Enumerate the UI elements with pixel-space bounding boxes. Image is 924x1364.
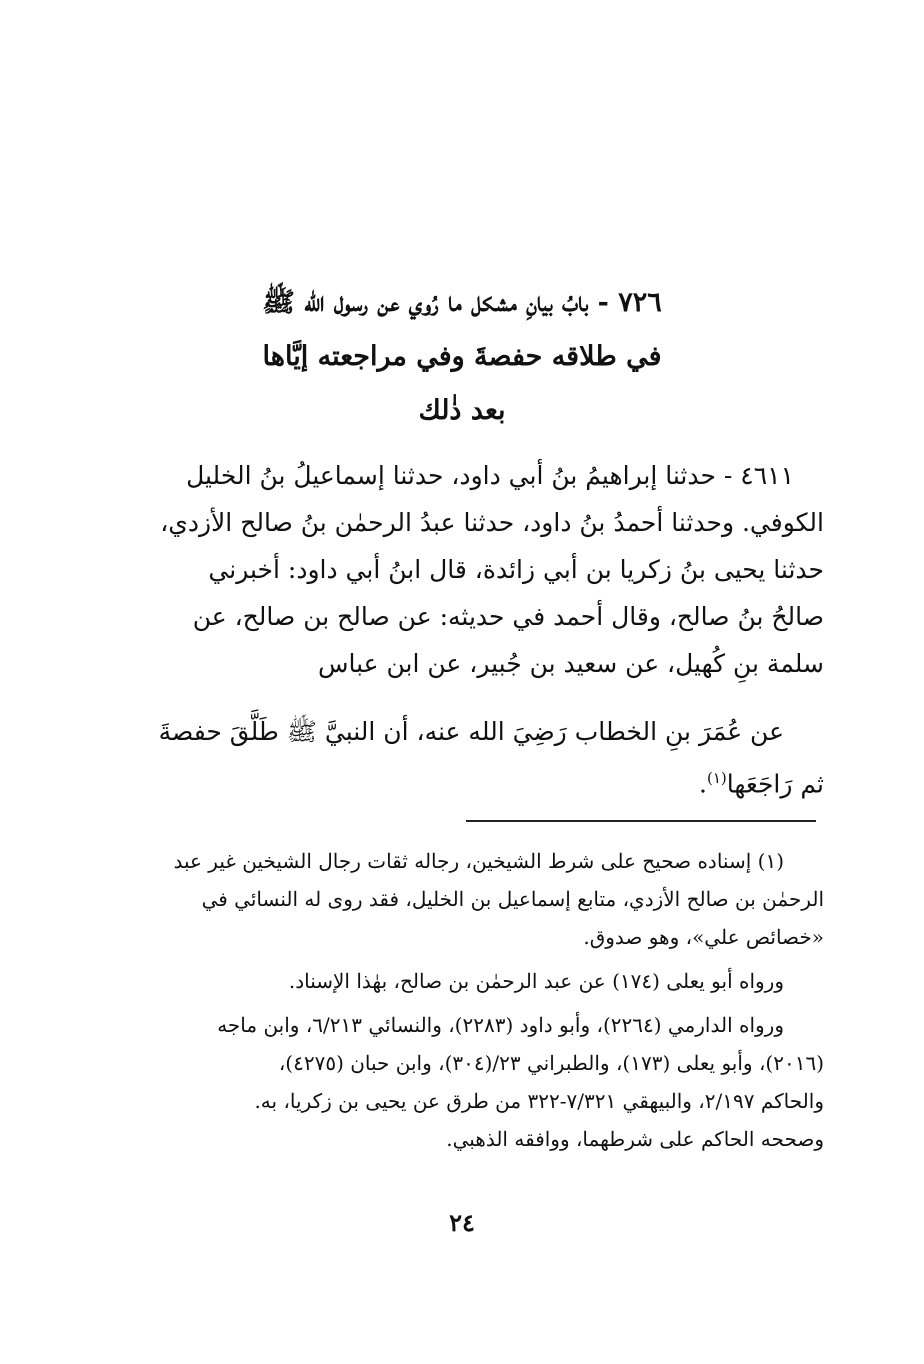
hadith-line-5: سلمة بنِ كُهيل، عن سعيد بن جُبير، عن ابن عباس (317, 649, 824, 678)
chapter-heading (100, 276, 824, 438)
footnote-1-line-1: (١) إسناده صحيح على شرط الشيخين، رجاله ثقات رجال الشيخين غير عبد (173, 849, 784, 873)
hadith-line-3: حدثنا يحيى بنُ زكريا بن أبي زائدة، قال ابنُ أبي داود: أخبرني (208, 555, 824, 584)
hadith-line-4: صالحُ بنُ صالح، وقال أحمد في حديثه: عن صالح بن صالح، عن (192, 602, 824, 631)
footnote-2-line-1: ورواه أبو يعلى (١٧٤) عن عبد الرحمٰن بن صالح، بهٰذا الإسناد. (288, 969, 784, 993)
matn-line-2-text: ثم رَاجَعَها (726, 769, 824, 799)
hadith-matn (100, 708, 824, 807)
footnote-paragraph-2 (100, 962, 824, 1000)
footnote-separator (466, 820, 816, 822)
matn-line-2 (100, 755, 824, 807)
footnote-3-line-4: وصححه الحاكم على شرطهما، ووافقه الذهبي. (446, 1127, 824, 1151)
footnote-3-line-2: (٢٠١٦)، وأبو يعلى (١٧٣)، والطبراني ٢٣/(٣٠٤)، وابن حبان (٤٢٧٥)، (278, 1051, 824, 1075)
footnote-1-line-2: الرحمٰن بن صالح الأزدي، متابع إسماعيل بن الخليل، فقد روى له النسائي في (201, 887, 824, 911)
page-number: ٢٤ (449, 1208, 475, 1237)
hadith-isnad (100, 452, 824, 687)
matn-line-1: عن عُمَرَ بنِ الخطاب رَضِيَ الله عنه، أن النبيَّ ﷺ طَلَّقَ حفصةَ (158, 717, 784, 746)
chapter-title-line-1: ٧٢٦ - بابُ بيانِ مشكل ما رُوي عن رسول الله ﷺ (262, 287, 662, 318)
matn-end-mark: . (699, 769, 707, 799)
footnote-1-line-3: «خصائص علي»، وهو صدوق. (583, 925, 824, 949)
hadith-line-1: ٤٦١١ - حدثنا إبراهيمُ بنُ أبي داود، حدثنا إسماعيلُ بنُ الخليل (186, 461, 794, 490)
footnote-3-line-3: والحاكم ٢/١٩٧، والبيهقي ٧/٣٢١-٣٢٢ من طرق عن يحيى بن زكريا، به. (254, 1089, 824, 1113)
footnotes (100, 842, 824, 1164)
chapter-title-line-2: في طلاقه حفصةَ وفي مراجعته إيَّاها (262, 341, 662, 372)
footnote-paragraph-3 (100, 1006, 824, 1158)
chapter-title-line-3: بعد ذٰلك (418, 395, 506, 426)
footnote-3-line-1: ورواه الدارمي (٢٢٦٤)، وأبو داود (٢٢٨٣)، والنسائي ٦/٢١٣، وابن ماجه (217, 1013, 784, 1037)
footnote-marker: (١) (707, 769, 727, 787)
footnote-paragraph-1 (100, 842, 824, 956)
hadith-line-2: الكوفي. وحدثنا أحمدُ بنُ داود، حدثنا عبدُ الرحمٰن بنُ صالح الأزدي، (160, 508, 824, 537)
